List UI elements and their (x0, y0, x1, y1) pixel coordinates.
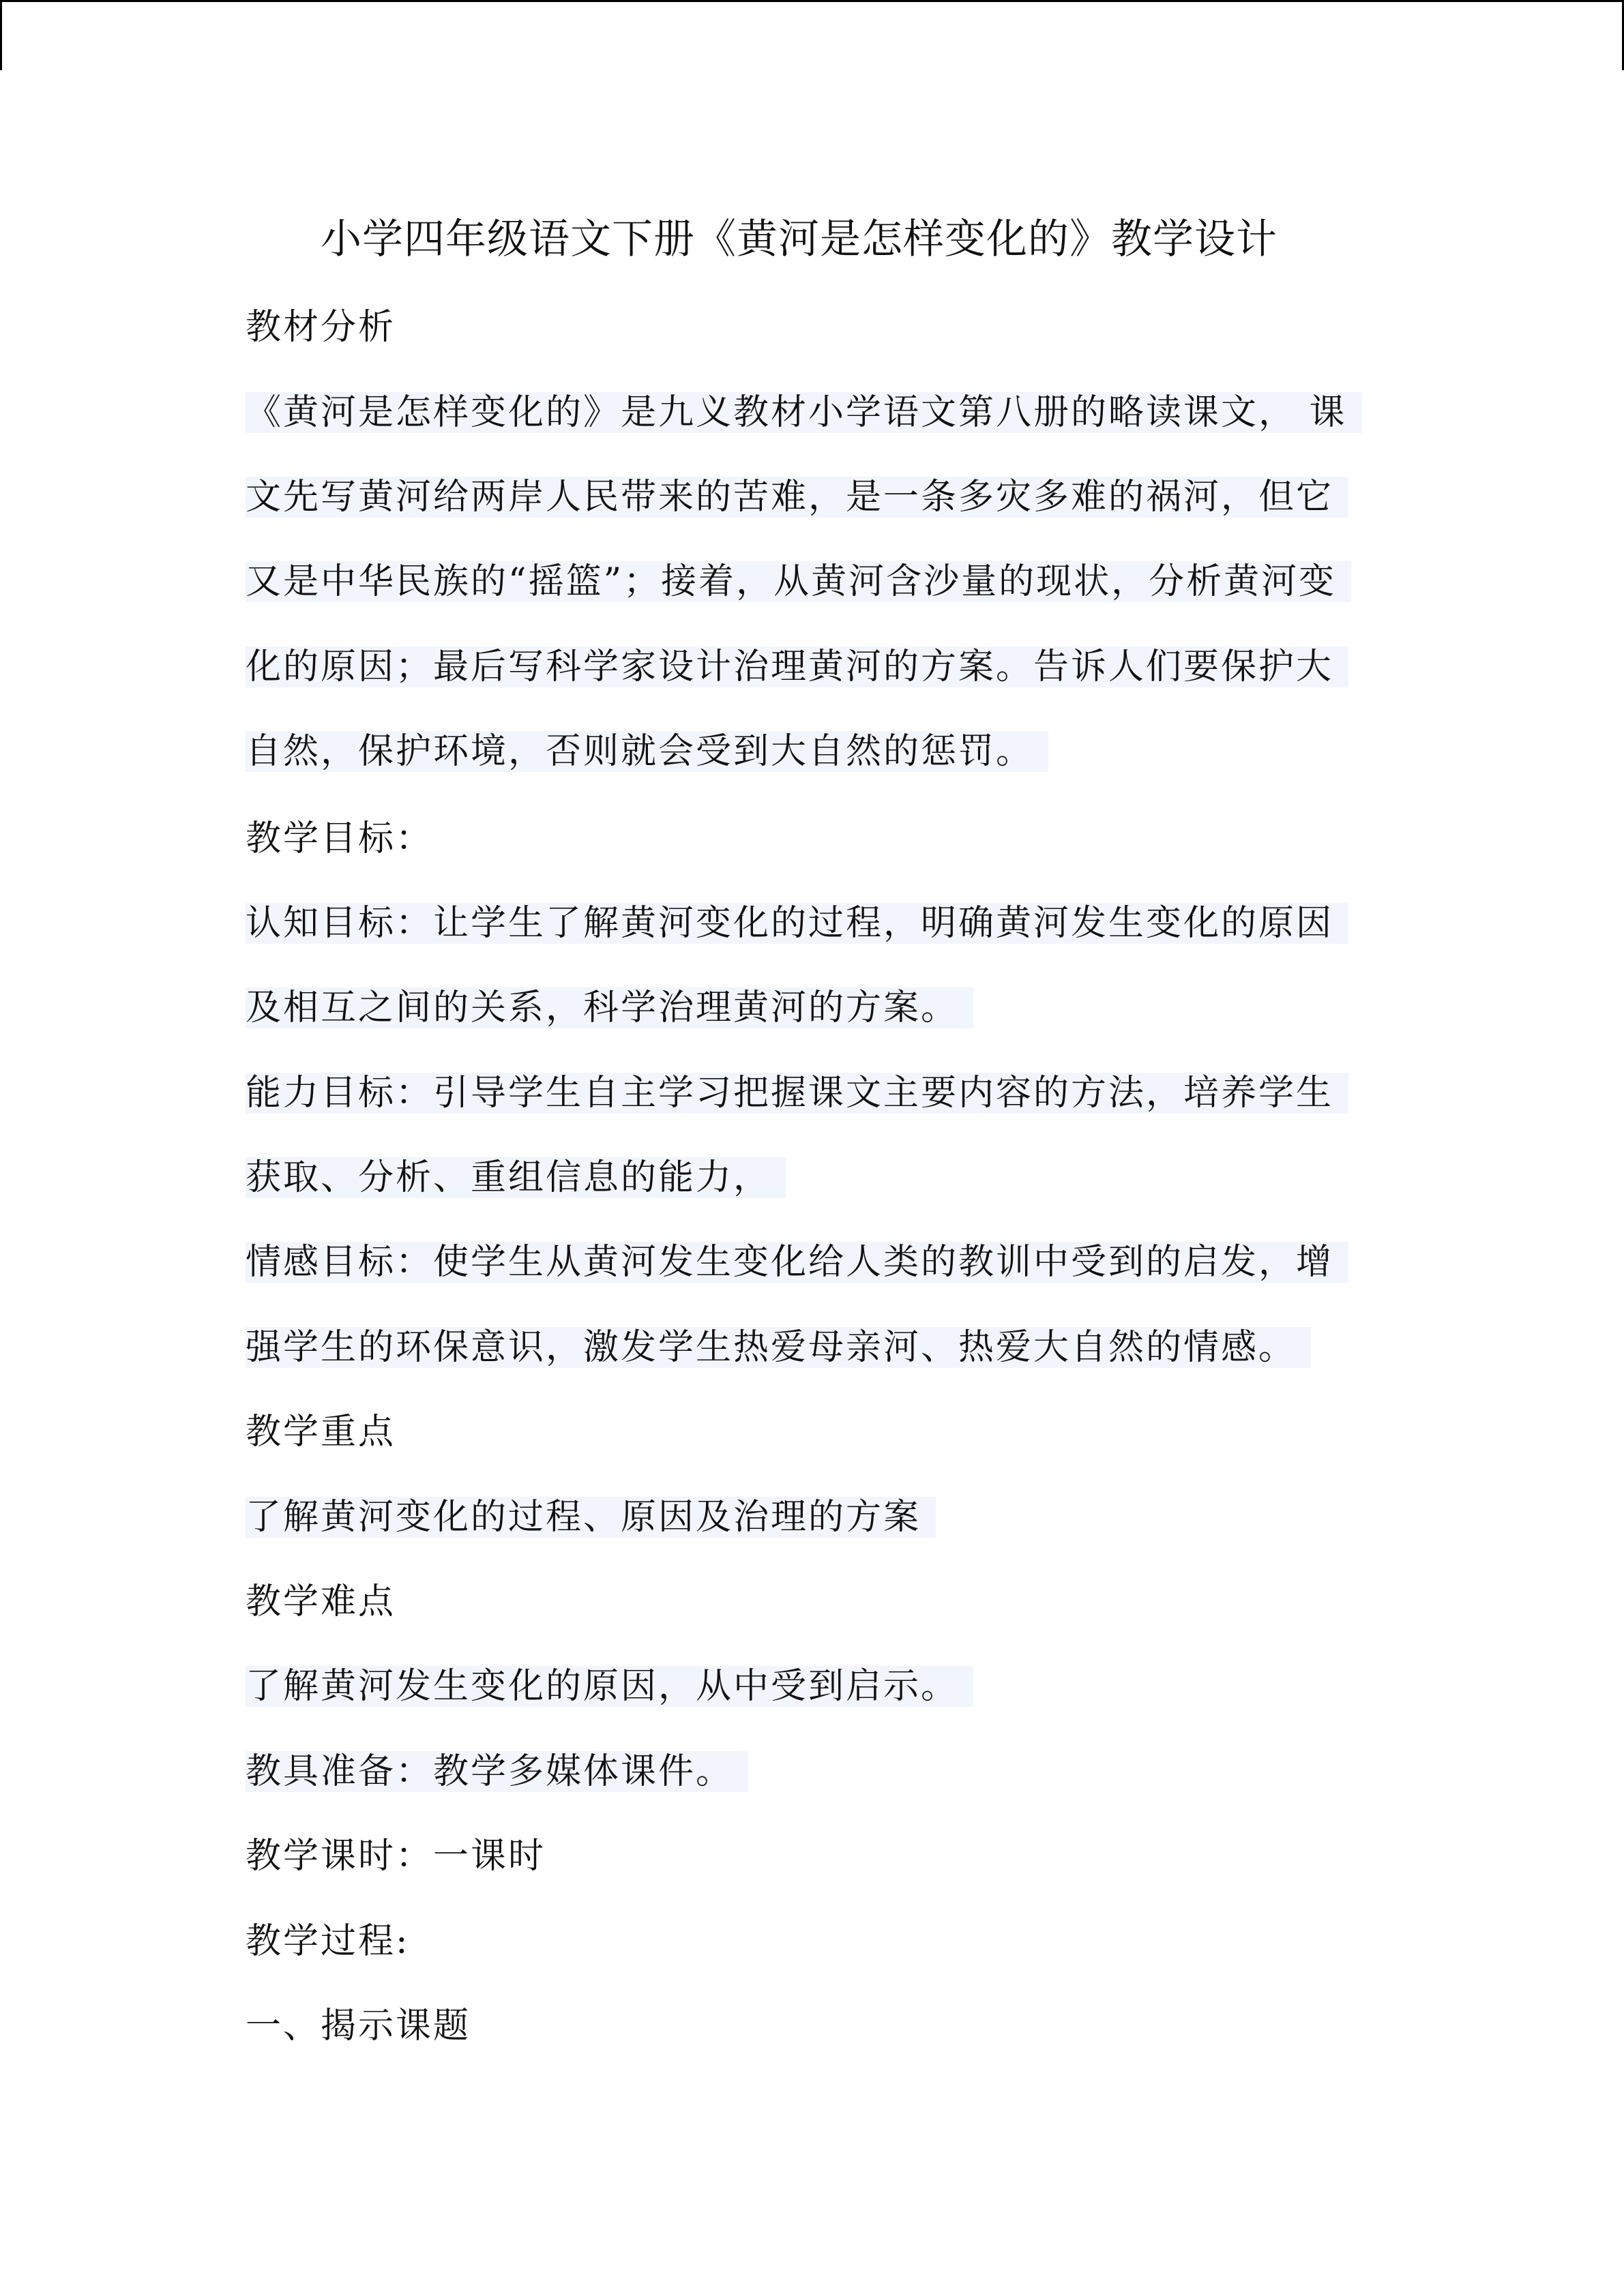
analysis-line-5: 自然，保护环境，否则就会受到大自然的惩罚。 (246, 724, 1048, 779)
difficulties-text: 了解黄河发生变化的原因，从中受到启示。 (246, 1659, 973, 1714)
goal-ability-line-2: 获取、分析、重组信息的能力， (246, 1150, 786, 1205)
goal-emotion-line-2: 强学生的环保意识，激发学生热爱母亲河、热爱大自然的情感。 (246, 1320, 1311, 1375)
heading-teaching-goals: 教学目标： (246, 818, 434, 859)
document-title: 小学四年级语文下册《黄河是怎样变化的》教学设计 (321, 215, 1278, 263)
heading-teaching-process: 教学过程: (246, 1921, 410, 1962)
goal-emotion-line-1: 情感目标：使学生从黄河发生变化给人类的教训中受到的启发，增 (246, 1235, 1348, 1289)
goal-cognitive-line-2: 及相互之间的关系，科学治理黄河的方案。 (246, 981, 973, 1035)
teaching-hours: 教学课时：一课时 (246, 1836, 546, 1877)
section-one-title: 一、揭示课题 (246, 2006, 471, 2046)
analysis-line-1: 《黄河是怎样变化的》是九义教材小学语文第八册的略读课文， 课 (246, 385, 1362, 440)
goal-cognitive-line-1: 认知目标：让学生了解黄河变化的过程，明确黄河发生变化的原因 (246, 896, 1348, 951)
key-points-text: 了解黄河变化的过程、原因及治理的方案 (246, 1490, 936, 1545)
heading-textbook-analysis: 教材分析 (246, 307, 396, 348)
goal-ability-line-1: 能力目标：引导学生自主学习把握课文主要内容的方法，培养学生 (246, 1066, 1348, 1120)
analysis-line-3: 又是中华民族的“摇篮”；接着，从黄河含沙量的现状，分析黄河变 (246, 554, 1351, 609)
teaching-aids: 教具准备：教学多媒体课件。 (246, 1744, 748, 1799)
heading-key-points: 教学重点 (246, 1412, 396, 1452)
analysis-line-2: 文先写黄河给两岸人民带来的苦难，是一条多灾多难的祸河，但它 (246, 470, 1348, 524)
heading-difficulties: 教学难点 (246, 1581, 396, 1622)
analysis-line-4: 化的原因；最后写科学家设计治理黄河的方案。告诉人们要保护大 (246, 640, 1348, 694)
